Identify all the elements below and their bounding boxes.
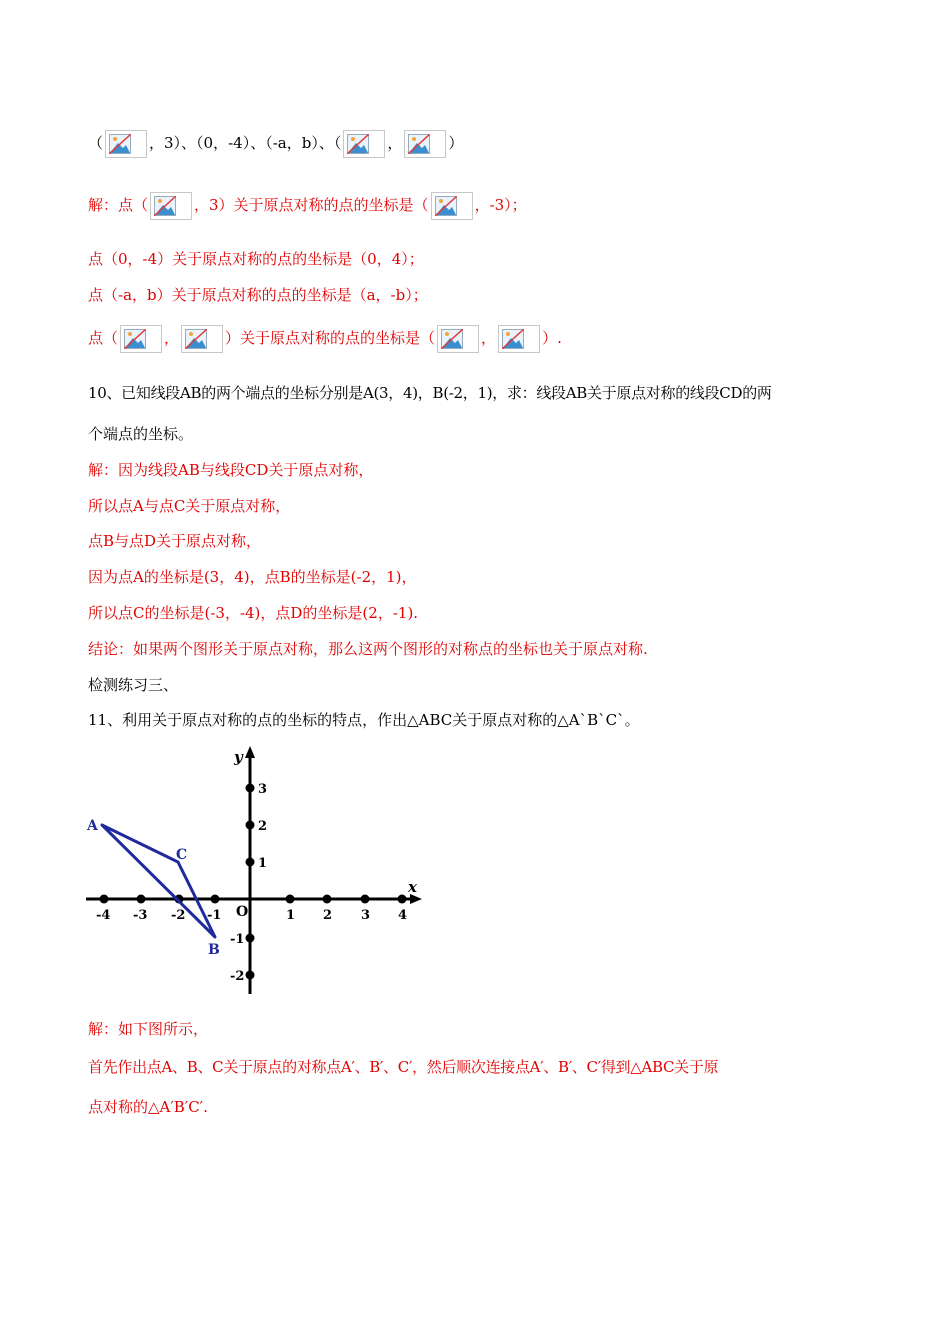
broken-image-icon (181, 325, 223, 353)
solution-11-line-2: 首先作出点A、B、C关于原点的对称点A′、B′、C′，然后顺次连接点A′、B′、C′得到△ABC关于原 (88, 1058, 719, 1076)
triangle-abc (102, 825, 215, 937)
sol4-part-a: 点（ (88, 329, 119, 347)
x-tick-label: -1 (207, 908, 222, 923)
solution-10-line-4: 因为点A的坐标是(3，4)，点B的坐标是(-2，1)， (88, 568, 417, 586)
x-tick-dot (323, 895, 332, 904)
x-tick-label: 3 (361, 908, 371, 923)
y-tick-label: 3 (258, 782, 268, 797)
broken-image-icon (150, 192, 192, 220)
broken-image-icon (120, 325, 162, 353)
x-tick-label: -3 (133, 908, 148, 923)
points-open: （ (88, 134, 104, 152)
points-comma: ， (387, 134, 403, 152)
conclusion: 结论：如果两个图形关于原点对称，那么这两个图形的对称点的坐标也关于原点对称. (88, 640, 648, 658)
points-row (88, 130, 463, 158)
sol1-part-b: ，3）关于原点对称的点的坐标是（ (194, 196, 429, 214)
x-tick-label: 4 (398, 908, 408, 923)
x-tick-label: 2 (323, 908, 333, 923)
y-tick-dot (246, 784, 255, 793)
y-tick-label: -1 (230, 932, 245, 947)
y-tick-label: 1 (258, 856, 268, 871)
sol4-part-d: ， (481, 329, 497, 347)
broken-image-icon (498, 325, 540, 353)
solution-11-line-1: 解：如下图所示， (88, 1020, 209, 1038)
points-tail: ，3）、（0，-4）、（-a，b）、（ (149, 134, 342, 152)
sol1-part-a: 解：点（ (88, 196, 149, 214)
origin-label: O (236, 904, 249, 920)
question-10-line-2: 个端点的坐标。 (88, 425, 194, 443)
vertex-c-label: C (176, 847, 188, 863)
x-axis-label: x (408, 878, 417, 896)
x-tick-dot (137, 895, 146, 904)
solution-11-line-3: 点对称的△A′B′C′. (88, 1098, 208, 1116)
x-tick-dot (398, 895, 407, 904)
points-close: ） (448, 134, 464, 152)
solution-10-line-3: 点B与点D关于原点对称， (88, 532, 262, 550)
solution-10-line-5: 所以点C的坐标是(-3，-4)，点D的坐标是(2，-1). (88, 604, 419, 622)
solution-line-4 (88, 325, 562, 353)
broken-image-icon (437, 325, 479, 353)
solution-10-line-2: 所以点A与点C关于原点对称， (88, 497, 291, 515)
x-tick-dot (100, 895, 109, 904)
vertex-b-label: B (208, 942, 220, 958)
y-tick-label: 2 (258, 819, 268, 834)
broken-image-icon (105, 130, 147, 158)
solution-line-3: 点（-a，b）关于原点对称的点的坐标是（a，-b）； (88, 286, 428, 304)
question-11: 11、利用关于原点对称的点的坐标的特点，作出△ABC关于原点对称的△A`B`C`。 (88, 711, 640, 729)
y-tick-dot (246, 858, 255, 867)
solution-10-line-1: 解：因为线段AB与线段CD关于原点对称， (88, 461, 374, 479)
broken-image-icon (431, 192, 473, 220)
solution-line-1 (88, 192, 527, 220)
coordinate-graph (84, 742, 429, 998)
x-tick-dot (286, 895, 295, 904)
broken-image-icon (343, 130, 385, 158)
x-tick-label: 1 (286, 908, 296, 923)
sol1-part-c: ，-3）； (474, 196, 527, 214)
broken-image-icon (404, 130, 446, 158)
sol4-part-b: ， (164, 329, 180, 347)
solution-line-2: 点（0，-4）关于原点对称的点的坐标是（0，4）； (88, 250, 424, 268)
y-tick-dot (246, 971, 255, 980)
x-tick-label: -2 (171, 908, 186, 923)
question-10-line-1: 10、已知线段AB的两个端点的坐标分别是A(3，4)，B(-2，1)，求：线段AB关于原点对称的线段CD的两 (88, 384, 772, 402)
y-axis-label: y (234, 748, 243, 766)
y-axis-arrow (245, 746, 255, 758)
x-tick-dot (361, 895, 370, 904)
sol4-part-c: ）关于原点对称的点的坐标是（ (225, 329, 436, 347)
section-heading-3: 检测练习三、 (88, 676, 179, 694)
sol4-part-e: ）. (542, 329, 562, 347)
y-tick-dot (246, 821, 255, 830)
x-tick-label: -4 (96, 908, 111, 923)
y-tick-label: -2 (230, 969, 245, 984)
x-tick-dot (211, 895, 220, 904)
y-tick-dot (246, 934, 255, 943)
vertex-a-label: A (87, 818, 98, 834)
